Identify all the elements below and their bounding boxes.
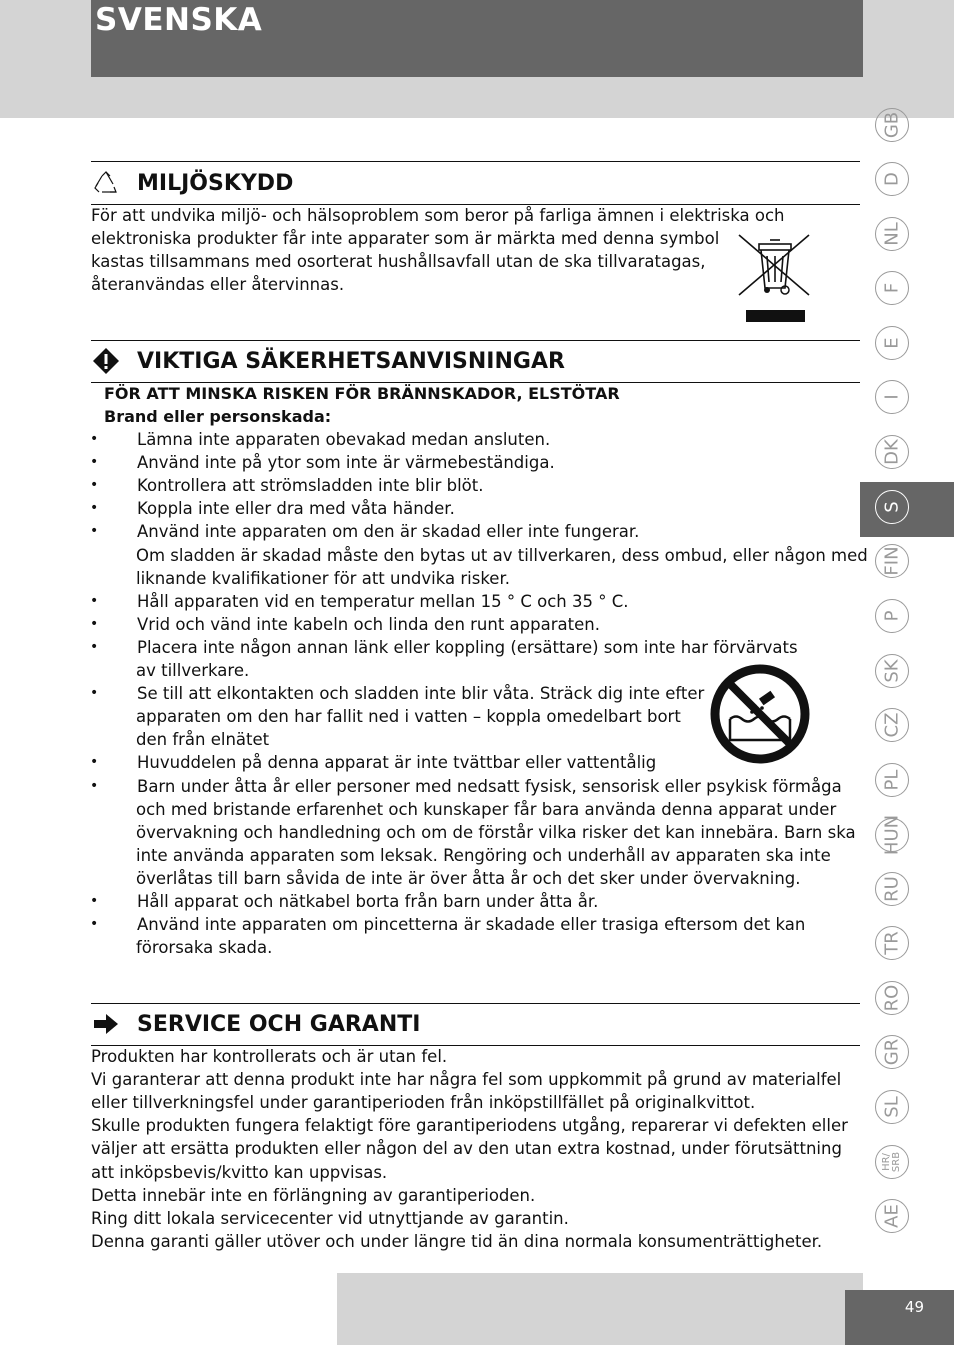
environment-line: För att undvika miljö- och hälsoproblem som beror på farliga ämnen i elektriska och: [91, 206, 785, 225]
bullet-marker: •: [90, 893, 99, 909]
page-number-box: [845, 1290, 954, 1345]
language-tab-label: GB: [881, 111, 903, 139]
bullet-marker: •: [90, 685, 99, 702]
language-tab-label: AE: [881, 1204, 903, 1228]
safety-list-item: av tillverkare.: [136, 661, 250, 680]
environment-line: elektroniska produkter får inte apparater som är märkta med denna symbol: [91, 229, 720, 248]
language-tab-gr[interactable]: [875, 1035, 909, 1069]
safety-list-item: Håll apparaten vid en temperatur mellan 15 ° C och 35 ° C.: [137, 591, 629, 611]
language-tab-label: P: [881, 610, 903, 622]
bullet-marker: •: [90, 592, 99, 609]
arrow-right-icon: [91, 1011, 121, 1037]
safety-list-item: Använd inte apparaten om den är skadad eller inte fungerar.: [137, 522, 640, 542]
bullet-marker: •: [90, 754, 99, 771]
language-tab-label: FIN: [881, 546, 903, 576]
language-tab-label: SK: [881, 659, 903, 683]
service-line: att inköpsbevis/kvitto kan uppvisas.: [91, 1162, 388, 1182]
safety-list-item: Koppla inte eller dra med våta händer.: [137, 499, 455, 519]
language-tab-nl[interactable]: [875, 217, 909, 251]
language-tab-label: GR: [881, 1038, 903, 1066]
language-tab-sl[interactable]: [875, 1090, 909, 1124]
language-tab-cz[interactable]: [875, 708, 909, 742]
language-tab-label: TR: [881, 931, 903, 955]
safety-list-item: Använd inte på ytor som inte är värmebeständiga.: [137, 453, 555, 473]
service-line: väljer att ersätta produkten eller någon del av den utan extra kostnad, under förutsättning: [91, 1139, 842, 1159]
safety-list-item: Huvuddelen på denna apparat är inte tvättbar eller vattentålig: [137, 753, 657, 773]
safety-subheading-1: FÖR ATT MINSKA RISKEN FÖR BRÄNNSKADOR, ELSTÖTAR: [104, 384, 620, 403]
safety-list-item: överlåtas till barn såvida de inte är över åtta år och det sker under övervakning.: [136, 868, 801, 888]
recycle-icon: [91, 170, 121, 196]
language-tab-label: D: [881, 172, 903, 186]
bullet-marker: •: [90, 615, 99, 632]
language-tab-d[interactable]: [875, 162, 909, 196]
service-line: Denna garanti gäller utöver och under längre tid än dina normala konsumenträttigheter.: [91, 1231, 823, 1251]
safety-list-item: inte använda apparaten som leksak. Rengöring och underhåll av apparaten ska inte: [136, 845, 831, 865]
language-tab-label: CZ: [881, 712, 903, 738]
language-tab-tr[interactable]: [875, 926, 909, 960]
safety-subheading-2: Brand eller personskada:: [104, 407, 332, 426]
service-line: Detta innebär inte en förlängning av garantiperioden.: [91, 1185, 536, 1205]
service-line: Vi garanterar att denna produkt inte har några fel som uppkommit på grund av materialfel: [91, 1070, 842, 1090]
language-tab-label: PL: [881, 769, 903, 791]
bullet-marker: •: [90, 431, 99, 447]
no-water-icon: [710, 664, 810, 764]
language-tab-label: DK: [881, 439, 903, 465]
safety-list-item: Håll apparat och nätkabel borta från barn under åtta år.: [137, 892, 599, 911]
language-tab-ae[interactable]: [875, 1199, 909, 1233]
environment-line: kastas tillsammans med osorterat hushållsavfall utan de ska tillvaratagas,: [91, 252, 706, 271]
section-heading-service: [91, 1011, 420, 1037]
safety-list-item: apparaten om den har fallit ned i vatten – koppla omedelbart bort: [136, 707, 681, 727]
service-line: Ring ditt lokala servicecenter vid utnyttjande av garantin.: [91, 1208, 569, 1228]
safety-list-item: Barn under åtta år eller personer med nedsatt fysisk, sensorisk eller psykisk förmåga: [137, 776, 842, 796]
safety-list-item: och med bristande erfarenhet och kunskaper får bara använda denna apparat under: [136, 799, 837, 819]
warning-diamond-icon: [91, 348, 121, 374]
section-title-text: MILJÖSKYDD: [137, 170, 294, 196]
language-tab-label: S: [881, 501, 903, 513]
safety-list-item: Använd inte apparaten om pincetterna är skadade eller trasiga eftersom det kan: [137, 915, 806, 935]
language-tab-p[interactable]: [875, 599, 909, 633]
section-rule-top: [91, 1003, 860, 1004]
section-heading-safety: [91, 348, 565, 374]
safety-list-item: Vrid och vänd inte kabeln och linda den runt apparaten.: [137, 614, 600, 634]
language-tab-sk[interactable]: [875, 654, 909, 688]
bullet-marker: •: [90, 454, 99, 471]
safety-list-item: den från elnätet: [136, 730, 270, 750]
page-title: SVENSKA: [95, 2, 263, 38]
language-tab-pl[interactable]: [875, 763, 909, 797]
bottom-white-area: [0, 1273, 337, 1345]
safety-list-item: Om sladden är skadad måste den bytas ut av tillverkaren, dess ombud, eller någon med: [136, 545, 868, 565]
service-line: Produkten har kontrollerats och är utan fel.: [91, 1047, 448, 1066]
language-tab-label: E: [881, 337, 903, 349]
section-title-text: SERVICE OCH GARANTI: [137, 1011, 421, 1037]
language-tab-label: SL: [881, 1096, 903, 1118]
section-rule-top: [91, 340, 860, 341]
language-tab-e[interactable]: [875, 326, 909, 360]
language-tab-i[interactable]: [875, 380, 909, 414]
bullet-marker: •: [90, 916, 99, 933]
language-tab-gb[interactable]: [875, 108, 909, 142]
page-number: 49: [904, 1298, 924, 1316]
language-tab-label: RO: [881, 984, 903, 1012]
bullet-marker: •: [90, 638, 99, 655]
bullet-marker: •: [90, 500, 99, 517]
safety-list-item: Se till att elkontakten och sladden inte blir våta. Sträck dig inte efter: [137, 684, 705, 704]
bullet-marker: •: [90, 477, 99, 494]
language-tab-hun[interactable]: [875, 814, 909, 856]
section-heading-environment: [91, 170, 293, 196]
language-tab-fin[interactable]: [875, 544, 909, 578]
language-tab-label: RU: [881, 876, 903, 902]
language-tab-s[interactable]: [875, 490, 909, 524]
language-tab-label: HUN: [881, 814, 903, 856]
language-tab-ro[interactable]: [875, 981, 909, 1015]
language-tab-label: I: [881, 394, 903, 400]
safety-list-item: förorsaka skada.: [136, 938, 273, 958]
crossed-bin-icon: [737, 230, 813, 325]
section-rule-top: [91, 161, 860, 162]
environment-line: återanvändas eller återvinnas.: [91, 275, 345, 294]
language-tab-dk[interactable]: [875, 435, 909, 469]
header-bar: [91, 0, 863, 77]
language-tab-label: F: [881, 282, 903, 294]
bullet-marker: •: [90, 523, 99, 540]
language-tab-label: NL: [881, 222, 903, 246]
service-line: eller tillverkningsfel under garantiperioden från inköpstillfället på originalkvittot.: [91, 1093, 756, 1113]
safety-list-item: Lämna inte apparaten obevakad medan ansluten.: [137, 430, 551, 449]
safety-list-item: Placera inte någon annan länk eller koppling (ersättare) som inte har förvärvats: [137, 637, 798, 657]
language-tab-ru[interactable]: [875, 872, 909, 906]
language-tab-hrsrb[interactable]: [875, 1145, 909, 1179]
safety-list-item: Kontrollera att strömsladden inte blir blöt.: [137, 476, 484, 496]
bullet-marker: •: [90, 777, 99, 794]
language-tab-label: HR/ SRB: [881, 1151, 902, 1173]
language-tab-f[interactable]: [875, 271, 909, 305]
section-title-text: VIKTIGA SÄKERHETSANVISNINGAR: [137, 348, 565, 374]
safety-list-item: övervakning och handledning och om de förstår vilka risker det kan innebära. Barn ska: [136, 822, 856, 842]
service-line: Skulle produkten fungera felaktigt före garantiperiodens utgång, reparerar vi defekten eller: [91, 1116, 848, 1136]
safety-list-item: liknande kvalifikationer för att undvika risker.: [136, 568, 510, 588]
